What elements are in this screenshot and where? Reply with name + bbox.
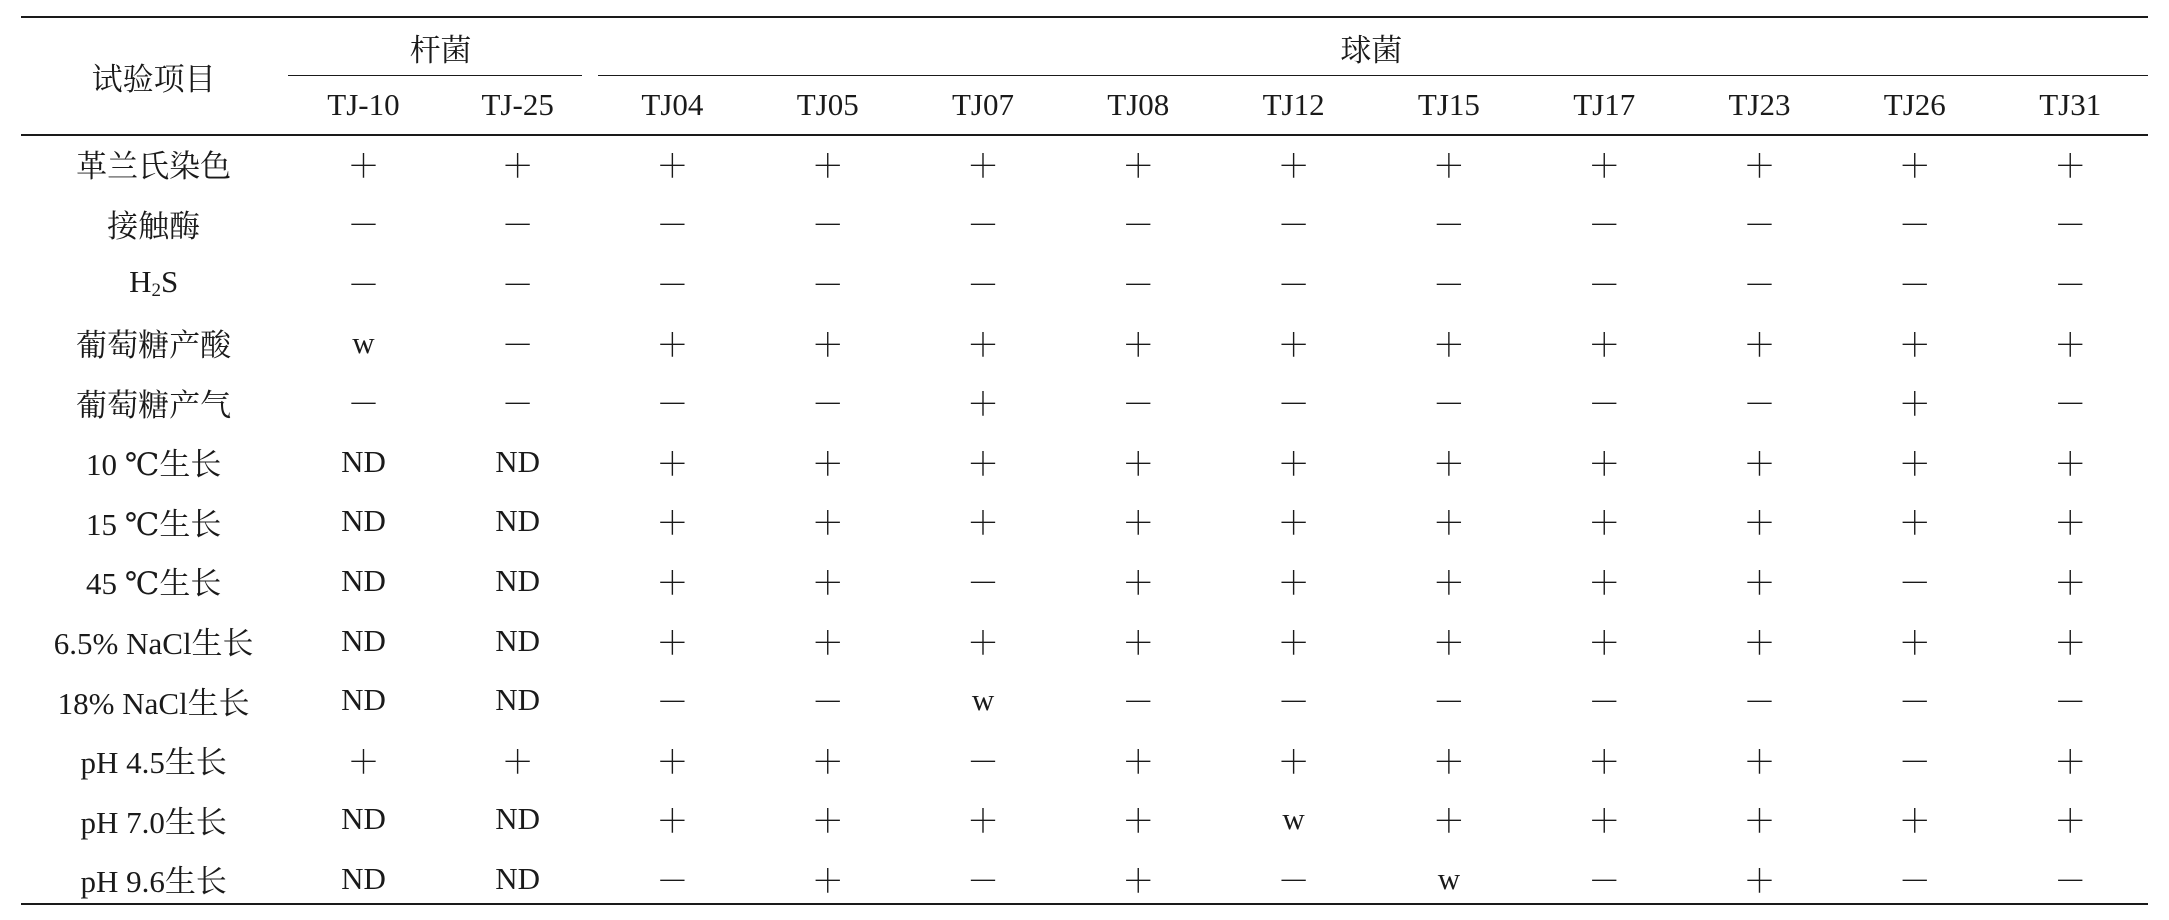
test-results-table: [21, 18, 2148, 909]
test-item-label: 15 ℃生长: [85, 506, 222, 542]
result-cell: －: [1277, 385, 1310, 424]
result-cell: ＋: [811, 325, 844, 364]
result-cell: ＋: [347, 146, 380, 185]
table-row: [21, 492, 2148, 552]
result-cell: ＋: [2054, 146, 2087, 185]
result-cell: w: [352, 324, 375, 360]
result-cell: －: [1743, 683, 1776, 722]
test-item-label: [21, 253, 286, 313]
result-cell: ＋: [1743, 861, 1776, 900]
result-cell: w: [971, 682, 995, 718]
strain-header: TJ04: [641, 87, 704, 122]
result-cell: ＋: [1588, 146, 1621, 185]
result-cell: －: [347, 385, 380, 424]
strain-header: TJ05: [796, 87, 859, 122]
result-cell: －: [1743, 206, 1776, 245]
result-cell: －: [811, 385, 844, 424]
result-cell: ＋: [2054, 623, 2087, 662]
result-cell: ＋: [1743, 504, 1776, 543]
result-cell: ND: [341, 443, 386, 479]
result-cell: ＋: [2054, 802, 2087, 841]
result-cell: ＋: [811, 802, 844, 841]
result-cell: －: [1432, 265, 1465, 304]
test-item-label-subscript: 2: [151, 279, 161, 301]
result-cell: ＋: [1277, 563, 1310, 602]
result-cell: ＋: [1277, 742, 1310, 781]
result-cell: ＋: [967, 623, 1000, 662]
result-cell: ＋: [2054, 742, 2087, 781]
table-row: [21, 134, 2148, 194]
result-cell: w: [1282, 801, 1305, 837]
result-cell: －: [1588, 683, 1621, 722]
result-cell: －: [501, 325, 534, 364]
table-row: [21, 730, 2148, 790]
result-cell: －: [967, 563, 1000, 602]
result-cell: ＋: [1743, 563, 1776, 602]
result-cell: ＋: [1432, 444, 1465, 483]
result-cell: －: [1277, 683, 1310, 722]
strain-header: TJ12: [1262, 87, 1325, 122]
result-cell: ＋: [501, 742, 534, 781]
result-cell: －: [967, 206, 1000, 245]
result-cell: ＋: [967, 325, 1000, 364]
result-cell: ND: [341, 801, 386, 837]
test-item-label-tail: S: [161, 263, 179, 299]
result-cell: －: [1743, 265, 1776, 304]
result-cell: ND: [495, 682, 541, 718]
result-cell: ＋: [1588, 325, 1621, 364]
result-cell: ＋: [967, 504, 1000, 543]
result-cell: －: [2054, 385, 2087, 424]
result-cell: ＋: [501, 146, 534, 185]
result-cell: －: [1898, 563, 1931, 602]
result-cell: ＋: [967, 444, 1000, 483]
result-cell: ND: [341, 562, 386, 598]
result-cell: ＋: [656, 563, 689, 602]
result-cell: ND: [341, 682, 386, 718]
result-cell: ＋: [1743, 742, 1776, 781]
result-cell: －: [2054, 861, 2087, 900]
strain-header: TJ17: [1573, 87, 1636, 122]
test-item-label: 45 ℃生长: [85, 566, 222, 602]
result-cell: ＋: [1898, 623, 1931, 662]
result-cell: ＋: [1588, 742, 1621, 781]
group-header-rods: 杆菌: [409, 32, 472, 68]
result-cell: ND: [495, 443, 541, 479]
test-item-label: 革兰氏染色: [76, 149, 232, 185]
test-item-label: 18% NaCl生长: [57, 685, 250, 721]
result-cell: ＋: [1122, 802, 1155, 841]
table-row: [21, 432, 2148, 492]
table-row: [21, 372, 2148, 432]
result-cell: ＋: [1898, 325, 1931, 364]
table-row: [21, 194, 2148, 254]
result-cell: ＋: [1277, 146, 1310, 185]
result-cell: ＋: [656, 623, 689, 662]
result-cell: －: [656, 385, 689, 424]
result-cell: ＋: [1588, 504, 1621, 543]
result-cell: ＋: [656, 742, 689, 781]
strain-header: TJ31: [2039, 87, 2102, 122]
result-cell: ＋: [811, 563, 844, 602]
result-cell: －: [1898, 265, 1931, 304]
result-cell: －: [1122, 683, 1155, 722]
result-cell: ND: [495, 860, 541, 896]
result-cell: ND: [495, 503, 541, 539]
result-cell: ＋: [1277, 325, 1310, 364]
result-cell: －: [1122, 385, 1155, 424]
result-cell: ＋: [1898, 444, 1931, 483]
result-cell: ＋: [2054, 563, 2087, 602]
result-cell: ＋: [1743, 146, 1776, 185]
result-cell: ＋: [1122, 623, 1155, 662]
result-cell: －: [656, 683, 689, 722]
result-cell: －: [1277, 206, 1310, 245]
result-cell: －: [656, 206, 689, 245]
result-cell: －: [2054, 206, 2087, 245]
result-cell: －: [1588, 206, 1621, 245]
result-cell: －: [1432, 683, 1465, 722]
strain-header: TJ26: [1883, 87, 1946, 122]
result-cell: ＋: [1277, 444, 1310, 483]
result-cell: －: [967, 861, 1000, 900]
result-cell: ＋: [1432, 623, 1465, 662]
result-cell: ＋: [1432, 742, 1465, 781]
result-cell: ＋: [1122, 504, 1155, 543]
result-cell: ＋: [967, 802, 1000, 841]
result-cell: ＋: [347, 742, 380, 781]
result-cell: －: [1898, 206, 1931, 245]
table-row: [21, 253, 2148, 313]
result-cell: ＋: [656, 802, 689, 841]
result-cell: －: [811, 683, 844, 722]
result-cell: ＋: [967, 385, 1000, 424]
result-cell: ＋: [811, 742, 844, 781]
test-item-label: pH 9.6生长: [80, 864, 227, 900]
result-cell: －: [967, 742, 1000, 781]
result-cell: ＋: [1588, 623, 1621, 662]
result-cell: ＋: [2054, 504, 2087, 543]
group-header-cocci: 球菌: [1340, 32, 1403, 68]
strain-header: TJ23: [1728, 87, 1791, 122]
result-cell: ＋: [656, 444, 689, 483]
result-cell: ＋: [1588, 802, 1621, 841]
table-row: [21, 849, 2148, 909]
result-cell: ＋: [811, 861, 844, 900]
result-cell: ＋: [1122, 444, 1155, 483]
result-cell: ＋: [1588, 444, 1621, 483]
result-cell: ＋: [1277, 504, 1310, 543]
result-cell: ＋: [1122, 146, 1155, 185]
corner-header: 试验项目: [91, 61, 216, 97]
test-item-label: 6.5% NaCl生长: [53, 626, 254, 662]
result-cell: －: [1277, 861, 1310, 900]
result-cell: －: [347, 265, 380, 304]
result-cell: ＋: [811, 623, 844, 662]
result-cell: －: [1122, 206, 1155, 245]
result-cell: －: [1432, 206, 1465, 245]
result-cell: ND: [341, 503, 386, 539]
result-cell: ND: [495, 622, 541, 658]
result-cell: ＋: [2054, 325, 2087, 364]
result-cell: ＋: [1898, 385, 1931, 424]
result-cell: ＋: [1122, 325, 1155, 364]
test-item-label: 葡萄糖产酸: [76, 328, 232, 364]
result-cell: －: [1277, 265, 1310, 304]
result-cell: －: [1588, 265, 1621, 304]
result-cell: －: [656, 861, 689, 900]
result-cell: －: [811, 265, 844, 304]
test-item-label: 接触酶: [107, 208, 201, 244]
result-cell: －: [501, 206, 534, 245]
table-row: [21, 670, 2148, 730]
test-item-label: pH 7.0生长: [80, 804, 227, 840]
result-cell: ＋: [811, 504, 844, 543]
result-cell: ＋: [1588, 563, 1621, 602]
result-cell: ＋: [2054, 444, 2087, 483]
result-cell: ND: [495, 801, 541, 837]
result-cell: ＋: [967, 146, 1000, 185]
result-cell: ＋: [1432, 325, 1465, 364]
test-item-label: pH 4.5生长: [80, 745, 227, 781]
result-cell: ND: [341, 860, 386, 896]
strain-header: TJ15: [1417, 87, 1480, 122]
test-item-label: 葡萄糖产气: [76, 387, 232, 423]
result-cell: －: [1122, 265, 1155, 304]
result-cell: ＋: [1277, 623, 1310, 662]
result-cell: ND: [495, 562, 541, 598]
result-cell: －: [1898, 683, 1931, 722]
result-cell: －: [656, 265, 689, 304]
result-cell: ND: [341, 622, 386, 658]
result-cell: ＋: [1432, 563, 1465, 602]
result-cell: ＋: [1432, 802, 1465, 841]
result-cell: ＋: [1432, 146, 1465, 185]
result-cell: ＋: [1898, 504, 1931, 543]
result-cell: w: [1437, 860, 1461, 896]
result-cell: ＋: [1898, 802, 1931, 841]
strain-header: TJ-10: [327, 87, 400, 122]
result-cell: －: [967, 265, 1000, 304]
result-cell: ＋: [656, 146, 689, 185]
result-cell: －: [1432, 385, 1465, 424]
result-cell: －: [1898, 861, 1931, 900]
result-cell: ＋: [1898, 146, 1931, 185]
table-row: [21, 313, 2148, 373]
strain-header: TJ-25: [481, 87, 554, 122]
result-cell: ＋: [1122, 563, 1155, 602]
result-cell: －: [2054, 265, 2087, 304]
result-cell: ＋: [1432, 504, 1465, 543]
result-cell: －: [1588, 385, 1621, 424]
result-cell: ＋: [1743, 802, 1776, 841]
result-cell: －: [347, 206, 380, 245]
result-cell: ＋: [1743, 325, 1776, 364]
result-cell: ＋: [656, 325, 689, 364]
result-cell: －: [501, 385, 534, 424]
result-cell: ＋: [1743, 444, 1776, 483]
result-cell: －: [1743, 385, 1776, 424]
test-item-label: 10 ℃生长: [85, 447, 222, 483]
strain-header: TJ08: [1107, 87, 1170, 122]
table-row: [21, 790, 2148, 850]
result-cell: －: [811, 206, 844, 245]
result-cell: ＋: [1122, 861, 1155, 900]
result-cell: ＋: [1743, 623, 1776, 662]
result-cell: －: [501, 265, 534, 304]
result-cell: －: [2054, 683, 2087, 722]
table-row: [21, 611, 2148, 671]
strain-header: TJ07: [952, 87, 1014, 122]
result-cell: ＋: [811, 444, 844, 483]
result-cell: ＋: [1122, 742, 1155, 781]
result-cell: －: [1588, 861, 1621, 900]
test-item-label-main: H: [129, 263, 152, 299]
table-row: [21, 551, 2148, 611]
result-cell: －: [1898, 742, 1931, 781]
result-cell: ＋: [811, 146, 844, 185]
result-cell: ＋: [656, 504, 689, 543]
